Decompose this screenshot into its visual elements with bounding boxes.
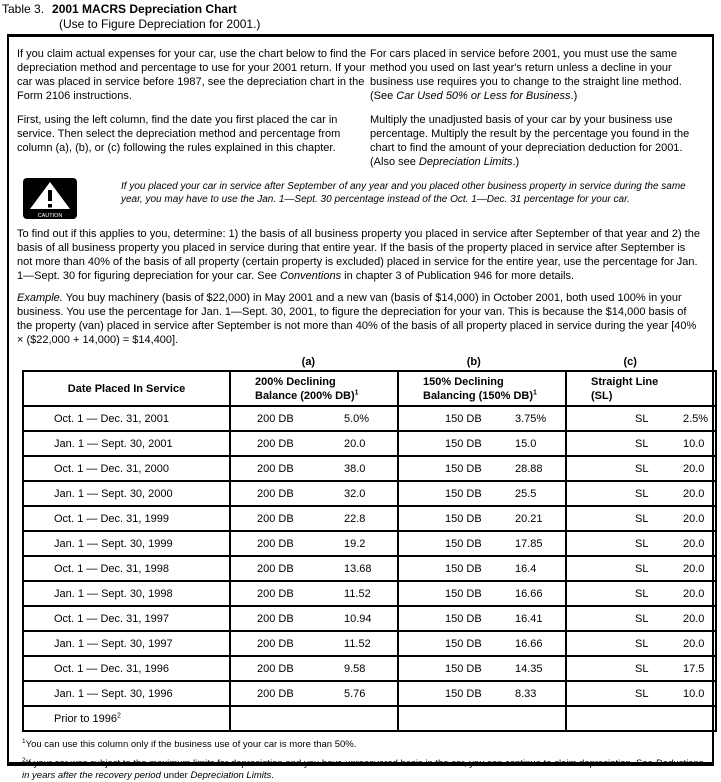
date-placed-in-service-cell: Jan. 1 — Sept. 30, 2001 [23, 431, 230, 456]
column-letter-row [22, 356, 704, 368]
sl-cell [566, 431, 716, 456]
table-row [23, 531, 716, 556]
200db-cell [230, 706, 398, 731]
method-label: 200 DB [257, 662, 294, 675]
percentage-value: 10.0 [683, 437, 705, 450]
percentage-value: 28.88 [515, 462, 543, 475]
percentage-value: 17.85 [515, 537, 543, 550]
depreciation-table [22, 370, 717, 732]
date-placed-in-service-cell: Jan. 1 — Sept. 30, 1998 [23, 581, 230, 606]
date-placed-in-service-cell: Oct. 1 — Dec. 31, 1998 [23, 556, 230, 581]
page-title: 2001 MACRS Depreciation Chart [52, 2, 237, 16]
date-placed-in-service-cell: Oct. 1 — Dec. 31, 1999 [23, 506, 230, 531]
sl-cell [566, 681, 716, 706]
table-row [23, 506, 716, 531]
percentage-value: 2.5% [683, 412, 709, 425]
200db-cell [230, 456, 398, 481]
percentage-value: 20.0 [683, 637, 705, 650]
method-label: SL [635, 587, 649, 600]
method-label: 200 DB [257, 412, 294, 425]
percentage-value: 8.33 [515, 687, 537, 700]
sl-cell [566, 606, 716, 631]
sl-cell [566, 406, 716, 431]
150db-cell [398, 531, 566, 556]
method-label: SL [635, 637, 649, 650]
150db-cell [398, 556, 566, 581]
sl-cell [566, 506, 716, 531]
footnote-1: $^1$You can use this column only if the business use of your car is more than 50%. [22, 737, 357, 750]
header-straight-line: Straight Line (SL) [566, 371, 716, 406]
date-placed-in-service-cell: Prior to 1996$^2$ [23, 706, 230, 731]
depreciation-table-body [23, 406, 716, 731]
150db-cell [398, 681, 566, 706]
200db-cell [230, 406, 398, 431]
method-label: 200 DB [257, 437, 294, 450]
percentage-value: 3.75% [515, 412, 547, 425]
200db-cell [230, 656, 398, 681]
150db-cell [398, 406, 566, 431]
caution-icon-label: CAUTION [37, 213, 63, 219]
intro-text [17, 45, 704, 169]
percentage-value: 16.66 [515, 637, 543, 650]
method-label: 150 DB [445, 587, 482, 600]
percentage-value: 20.21 [515, 512, 543, 525]
date-placed-in-service-cell: Jan. 1 — Sept. 30, 1997 [23, 631, 230, 656]
method-label: 150 DB [445, 562, 482, 575]
intro-paragraph: For cars placed in service before 2001, you must use the same method you used on last year's return unless a decline in your business use requires you to change to the straight line method. (See Car Used 50% or Less for Business.) [370, 48, 682, 102]
150db-cell [398, 656, 566, 681]
200db-cell [230, 481, 398, 506]
column-letter-c: (c) [623, 356, 637, 368]
percentage-value: 10.94 [344, 612, 372, 625]
method-label: SL [635, 687, 649, 700]
150db-cell [398, 431, 566, 456]
table-row [23, 706, 716, 731]
method-label: SL [635, 537, 649, 550]
percentage-value: 5.76 [344, 687, 366, 700]
percentage-value: 20.0 [683, 612, 705, 625]
date-placed-in-service-cell: Oct. 1 — Dec. 31, 1997 [23, 606, 230, 631]
percentage-value: 15.0 [515, 437, 537, 450]
percentage-value: 20.0 [683, 587, 705, 600]
table-row [23, 631, 716, 656]
percentage-value: 10.0 [683, 687, 705, 700]
date-placed-in-service-cell: Jan. 1 — Sept. 30, 2000 [23, 481, 230, 506]
find-out-paragraph: To find out if this applies to you, determine: 1) the basis of all business property you placed in service after September of that year and 2) the basis of all business property you placed in service during that entire year. If the basis of the property placed in service after September is not more than 40% of the basis of all property (certain property is excluded) placed in service for the entire year, use the percentage for Jan. 1—Sept. 30 for figuring depreciation for your car. See Conventions in chapter 3 of Publication 946 for more details. [17, 228, 700, 282]
sl-cell [566, 531, 716, 556]
method-label: 200 DB [257, 587, 294, 600]
150db-cell [398, 456, 566, 481]
table-row [23, 481, 716, 506]
method-label: 150 DB [445, 537, 482, 550]
200db-cell [230, 556, 398, 581]
percentage-value: 20.0 [683, 537, 705, 550]
200db-cell [230, 531, 398, 556]
percentage-value: 17.5 [683, 662, 705, 675]
percentage-value: 5.0% [344, 412, 370, 425]
method-label: SL [635, 487, 649, 500]
sl-cell [566, 456, 716, 481]
percentage-value: 14.35 [515, 662, 543, 675]
method-label: 150 DB [445, 487, 482, 500]
header-150-declining-balance: 150% Declining Balancing (150% DB)$^1$ [398, 371, 566, 406]
percentage-value: 20.0 [683, 487, 705, 500]
percentage-value: 13.68 [344, 562, 372, 575]
200db-cell [230, 506, 398, 531]
percentage-value: 22.8 [344, 512, 366, 525]
method-label: SL [635, 512, 649, 525]
percentage-value: 16.66 [515, 587, 543, 600]
header-date-placed-in-service: Date Placed In Service [23, 371, 230, 406]
column-letter-a: (a) [301, 356, 316, 368]
200db-cell [230, 631, 398, 656]
method-label: 150 DB [445, 462, 482, 475]
150db-cell [398, 606, 566, 631]
sl-cell [566, 556, 716, 581]
150db-cell [398, 506, 566, 531]
method-label: 150 DB [445, 637, 482, 650]
intro-paragraph: Multiply the unadjusted basis of your car by your business use percentage. Multiply the result by the percentage you found in the chart to find the amount of your depreciation deduction for 2001. (Also see Depreciation Limits.) [370, 114, 690, 168]
method-label: 200 DB [257, 687, 294, 700]
method-label: 200 DB [257, 487, 294, 500]
150db-cell [398, 631, 566, 656]
table-row [23, 456, 716, 481]
date-placed-in-service-cell: Oct. 1 — Dec. 31, 2001 [23, 406, 230, 431]
200db-cell [230, 681, 398, 706]
footnotes [22, 739, 704, 782]
percentage-value: 20.0 [683, 462, 705, 475]
method-label: 150 DB [445, 687, 482, 700]
table-row [23, 406, 716, 431]
percentage-value: 16.41 [515, 612, 543, 625]
table-row [23, 556, 716, 581]
method-label: SL [635, 462, 649, 475]
percentage-value: 32.0 [344, 487, 366, 500]
caution-text: If you placed your car in service after September of any year and you placed other business property in service during the same year, you may have to use the Jan. 1—Sept. 30 percentage instead of the Oct. 1—Dec. 31 percentage for your car. [121, 181, 686, 205]
150db-cell [398, 481, 566, 506]
percentage-value: 11.52 [344, 587, 371, 600]
200db-cell [230, 431, 398, 456]
percentage-value: 11.52 [344, 637, 371, 650]
method-label: 150 DB [445, 662, 482, 675]
150db-cell [398, 581, 566, 606]
header-200-declining-balance: 200% Declining Balance (200% DB)$^1$ [230, 371, 398, 406]
date-placed-in-service-cell: Oct. 1 — Dec. 31, 2000 [23, 456, 230, 481]
percentage-value: 38.0 [344, 462, 366, 475]
150db-cell [398, 706, 566, 731]
intro-left-column [17, 47, 369, 169]
sl-cell [566, 631, 716, 656]
method-label: 200 DB [257, 637, 294, 650]
caption-prefix: Table 3. [2, 2, 45, 16]
intro-right-column [370, 47, 702, 169]
table-header-row [23, 371, 716, 406]
method-label: 150 DB [445, 512, 482, 525]
method-label: 200 DB [257, 562, 294, 575]
intro-paragraph: If you claim actual expenses for your car, use the chart below to find the depreciation method and percentage to use for your 2001 return. If your car was placed in service before 1987, see the depreciation chart in the Form 2106 instructions. [17, 48, 367, 102]
caution-icon [23, 178, 77, 219]
table-caption [0, 0, 721, 32]
percentage-value: 20.0 [683, 562, 705, 575]
method-label: 150 DB [445, 612, 482, 625]
sl-cell [566, 481, 716, 506]
method-label: SL [635, 412, 649, 425]
method-label: 150 DB [445, 412, 482, 425]
date-placed-in-service-cell: Oct. 1 — Dec. 31, 1996 [23, 656, 230, 681]
caution-block [17, 178, 704, 219]
method-label: SL [635, 662, 649, 675]
method-label: SL [635, 612, 649, 625]
method-label: SL [635, 437, 649, 450]
footnote-2: $^2$If your car was subject to the maximum limits for depreciation and you have unrecovered basis in the car, you can continue to claim depreciation. See Deductions in years after the recovery period under Depreciation Limits. [22, 756, 704, 781]
sl-cell [566, 706, 716, 731]
table-row [23, 431, 716, 456]
example-paragraph: Example. You buy machinery (basis of $22,000) in May 2001 and a new van (basis of $14,000) in October 2001, both used 100% in your business. You use the percentage for Jan. 1—Sept. 30, 2001, to figure the depreciation for your van. This is because the $14,000 basis of the property (van) placed in service after September is not more than 40% of the basis of all property placed in service during the year [40% × ($22,000 + 14,000) = $14,400]. [17, 292, 697, 346]
percentage-value: 16.4 [515, 562, 537, 575]
date-placed-in-service-cell: Jan. 1 — Sept. 30, 1999 [23, 531, 230, 556]
percentage-value: 20.0 [683, 512, 705, 525]
percentage-value: 20.0 [344, 437, 366, 450]
method-label: 200 DB [257, 537, 294, 550]
column-letter-b: (b) [466, 356, 481, 368]
percentage-value: 9.58 [344, 662, 366, 675]
200db-cell [230, 581, 398, 606]
intro-paragraph: First, using the left column, find the date you first placed the car in service. Then select the depreciation method and percentage from column (a), (b), or (c) following the rules explained in this chapter. [17, 114, 341, 154]
table-row [23, 606, 716, 631]
method-label: SL [635, 562, 649, 575]
chart-box [7, 34, 714, 781]
date-placed-in-service-cell: Jan. 1 — Sept. 30, 1996 [23, 681, 230, 706]
table-row [23, 581, 716, 606]
sl-cell [566, 656, 716, 681]
caption-subtitle: (Use to Figure Depreciation for 2001.) [59, 17, 261, 31]
percentage-value: 25.5 [515, 487, 537, 500]
table-row [23, 656, 716, 681]
sl-cell [566, 581, 716, 606]
method-label: 200 DB [257, 462, 294, 475]
method-label: 200 DB [257, 512, 294, 525]
percentage-value: 19.2 [344, 537, 366, 550]
method-label: 150 DB [445, 437, 482, 450]
table-row [23, 681, 716, 706]
method-label: 200 DB [257, 612, 294, 625]
200db-cell [230, 606, 398, 631]
